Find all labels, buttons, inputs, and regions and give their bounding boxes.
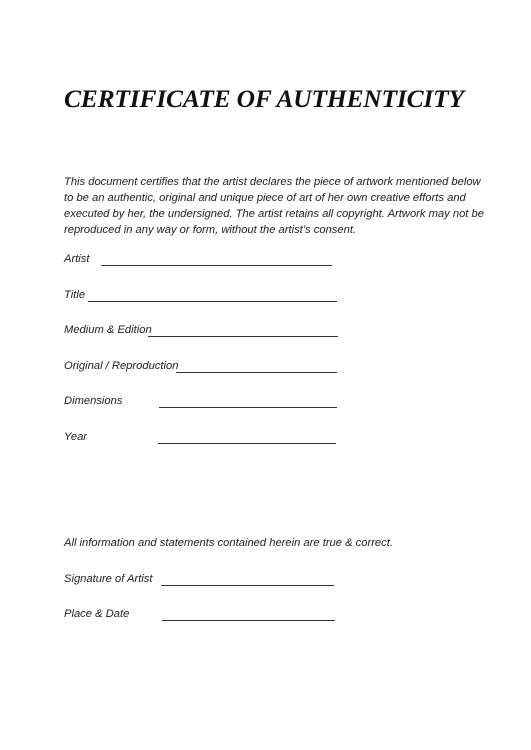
truth-statement: All information and statements contained herein are true & correct. bbox=[64, 537, 393, 549]
place-date-line bbox=[162, 620, 335, 621]
medium-edition-label: Medium & Edition bbox=[64, 324, 152, 336]
year-label: Year bbox=[64, 431, 88, 443]
artist-line bbox=[101, 265, 332, 266]
dimensions-field bbox=[64, 395, 339, 411]
dimensions-label: Dimensions bbox=[64, 395, 123, 407]
title-field bbox=[64, 289, 339, 305]
page-title: CERTIFICATE OF AUTHENTICITY bbox=[64, 84, 464, 113]
signature-field bbox=[64, 573, 336, 589]
year-line bbox=[158, 443, 336, 444]
year-field bbox=[64, 431, 338, 447]
original-reproduction-label: Original / Reproduction bbox=[64, 360, 179, 372]
signature-line bbox=[161, 585, 334, 586]
intro-paragraph: This document certifies that the artist declares the piece of artwork mentioned below to be an authentic, original and unique piece of art of her own creative efforts and executed by her, the undersigned. The artist retains all copyright. Artwork may not be reproduced in any way or form, without the artist’s consent. bbox=[64, 176, 484, 236]
original-reproduction-field bbox=[64, 360, 339, 376]
dimensions-line bbox=[159, 407, 337, 408]
medium-edition-line bbox=[148, 336, 338, 337]
artist-field bbox=[64, 253, 334, 269]
title-line bbox=[88, 301, 337, 302]
medium-edition-field bbox=[64, 324, 340, 340]
original-reproduction-line bbox=[176, 372, 337, 373]
signature-label: Signature of Artist bbox=[64, 573, 153, 585]
place-date-label: Place & Date bbox=[64, 608, 130, 620]
title-label: Title bbox=[64, 289, 86, 301]
artist-label: Artist bbox=[64, 253, 90, 265]
place-date-field bbox=[64, 608, 337, 624]
